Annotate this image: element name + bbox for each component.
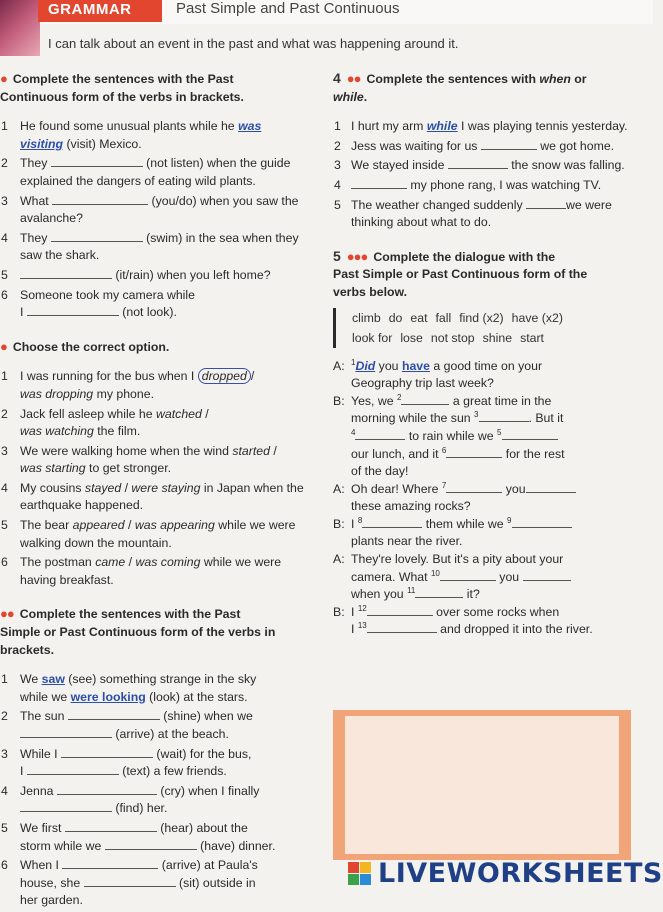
grammar-tag: GRAMMAR: [38, 0, 162, 22]
ex4-item: 1 I hurt my arm while I was playing tennis yesterday.: [334, 119, 628, 134]
ex3-instruction: ●● Complete the sentences with the Past Simple or Past Continuous form of the verbs in brackets.: [0, 606, 276, 657]
ex4-item: 5 The weather changed suddenly we were thinking about what to do.: [334, 197, 612, 230]
liveworksheets-logo: [344, 856, 663, 890]
answer-blank[interactable]: [51, 155, 143, 167]
word-chip: start: [520, 330, 544, 345]
word-box: [333, 308, 633, 348]
decorative-panel: [333, 710, 631, 860]
answer-blank[interactable]: [362, 516, 422, 528]
answer-blank[interactable]: [65, 820, 157, 832]
option[interactable]: watched: [156, 406, 202, 421]
ex2-item: 4 My cousins stayed / were staying in Japan when the earthquake happened.: [1, 480, 304, 513]
ex5-instruction: 5 ●●● Complete the dialogue with the Past Simple or Past Continuous form of the verbs below.: [333, 247, 588, 299]
answer-blank[interactable]: [20, 267, 112, 279]
dialogue-line: B: I $^8$ them while we $^9$ plants near the river.: [333, 516, 633, 551]
ex1-item: 4 They (swim) in the sea when they saw the shark.: [1, 230, 299, 263]
ex1-item: 5 (it/rain) when you left home?: [1, 267, 271, 282]
answer-blank[interactable]: [355, 428, 405, 440]
word-chip: have (x2): [511, 310, 563, 325]
option-selected[interactable]: dropped: [198, 368, 251, 384]
answer-text[interactable]: was: [238, 119, 262, 134]
learning-aim: I can talk about an event in the past and what was happening around it.: [48, 36, 459, 51]
answer-blank[interactable]: [448, 157, 508, 169]
word-chip: fall: [435, 310, 452, 325]
dialogue-line: A: Oh dear! Where $^7$ you these amazing rocks?: [333, 481, 633, 516]
ex1-item: 6 Someone took my camera while I (not look).: [1, 287, 195, 320]
answer-blank[interactable]: [27, 763, 119, 775]
answer-blank[interactable]: [61, 746, 153, 758]
answer-blank[interactable]: [27, 304, 119, 316]
answer-blank[interactable]: [57, 783, 157, 795]
answer-blank[interactable]: [446, 446, 502, 458]
ex3-item: 1 We saw (see) something strange in the sky while we were looking (look) at the stars.: [1, 672, 257, 704]
ex3-item: 4 Jenna (cry) when I finally (find) her.: [1, 783, 260, 816]
difficulty-dot-icon: ●: [0, 71, 7, 86]
answer-blank[interactable]: [367, 604, 433, 616]
word-chip: do: [388, 310, 403, 325]
word-chip: eat: [410, 310, 428, 325]
ex4-item: 2 Jess was waiting for us we got home.: [334, 138, 615, 153]
ex2-item: 3 We were walking home when the wind started / was starting to get stronger.: [1, 443, 277, 476]
dialogue-line: B: I $^{12}$ over some rocks when I $^{13}$ and dropped it into the river.: [333, 603, 593, 637]
answer-blank[interactable]: [446, 481, 502, 493]
ex1-item: 2 They (not listen) when the guide explained the dangers of eating wild plants.: [1, 156, 291, 188]
liveworksheets-logo-icon: [348, 862, 372, 886]
difficulty-dot-icon: ●: [0, 338, 7, 354]
ex1-item: 1 He found some unusual plants while he was visiting (visit) Mexico.: [1, 119, 262, 151]
answer-blank[interactable]: [440, 569, 496, 581]
answer-text[interactable]: visiting: [20, 136, 64, 151]
word-chip: lose: [400, 330, 423, 345]
answer-blank[interactable]: [481, 138, 537, 150]
answer-blank[interactable]: [84, 875, 176, 887]
answer-blank[interactable]: [62, 857, 158, 869]
answer-text[interactable]: have: [401, 358, 430, 373]
answer-text[interactable]: Did: [355, 358, 376, 373]
option[interactable]: stayed: [84, 480, 122, 495]
word-chip: not stop: [430, 330, 475, 345]
ex3-item: 2 The sun (shine) when we (arrive) at the beach.: [1, 709, 253, 741]
answer-blank[interactable]: [526, 481, 576, 493]
ex2-instruction: ● Choose the correct option.: [0, 338, 170, 354]
answer-blank[interactable]: [526, 197, 566, 209]
dialogue-line: B: Yes, we $^2$ a great time in the morning while the sun $^3$ . But it $^4$ to rain while we $^5$ our lunch, and it $^6$ for the rest of the day!: [333, 392, 565, 479]
option[interactable]: was watching: [20, 424, 94, 439]
dialogue-line: A: $^1$Did you have a good time on your Geography trip last week?: [333, 357, 543, 391]
ex4-instruction: 4 ●● Complete the sentences with when or while.: [333, 70, 587, 104]
ex4-item: 4 my phone rang, I was watching TV.: [334, 177, 602, 192]
answer-blank[interactable]: [51, 230, 143, 242]
answer-blank[interactable]: [20, 726, 112, 738]
answer-blank[interactable]: [502, 428, 558, 440]
dialogue-line: A: They're lovely. But it's a pity about your camera. What $^{10}$ you when you $^{11}$ it?: [333, 551, 633, 604]
answer-blank[interactable]: [52, 193, 148, 205]
difficulty-dot-icon: ●●●: [346, 248, 368, 264]
liveworksheets-wordmark: LIVEWORKSHEETS: [378, 858, 663, 889]
answer-blank[interactable]: [68, 708, 160, 720]
answer-text[interactable]: were looking: [70, 689, 146, 704]
answer-blank[interactable]: [351, 177, 407, 189]
option[interactable]: was starting: [20, 461, 86, 476]
answer-blank[interactable]: [415, 586, 463, 598]
answer-text[interactable]: while: [426, 119, 458, 134]
ex1-item: 3 What (you/do) when you saw the avalanche?: [1, 193, 299, 226]
ex2-item: 6 The postman came / was coming while we were having breakfast.: [1, 555, 282, 587]
word-chip: shine: [482, 330, 513, 345]
option[interactable]: was appearing: [134, 518, 215, 533]
right-column: [333, 70, 633, 639]
ex2-item: 5 The bear appeared / was appearing while we were walking down the mountain.: [1, 518, 296, 550]
answer-text[interactable]: saw: [41, 672, 65, 687]
option[interactable]: came: [95, 555, 126, 570]
ex3-item: 5 We first (hear) about the storm while we (have) dinner.: [1, 820, 276, 853]
difficulty-dot-icon: ●●: [0, 606, 14, 622]
difficulty-dot-icon: ●●: [346, 71, 361, 86]
ex2-item: 2 Jack fell asleep while he watched / was watching the film.: [1, 406, 209, 439]
ex3-item: 3 While I (wait) for the bus, I (text) a few friends.: [1, 746, 252, 779]
answer-blank[interactable]: [367, 621, 437, 633]
answer-blank[interactable]: [479, 410, 529, 422]
page-title: Past Simple and Past Continuous: [176, 0, 400, 17]
ex2-item: 1 I was running for the bus when I dropped / was dropping my phone.: [1, 369, 255, 401]
word-chip: climb: [352, 310, 381, 325]
answer-blank[interactable]: [512, 516, 572, 528]
option[interactable]: was dropping: [20, 386, 94, 401]
option[interactable]: was coming: [135, 555, 201, 570]
header-photo: [0, 0, 40, 56]
ex3-item: 6 When I (arrive) at Paula's house, she (sit) outside in her garden.: [1, 858, 258, 908]
left-column: [0, 70, 312, 912]
word-chip: look for: [352, 330, 393, 345]
option[interactable]: started: [232, 443, 270, 458]
option[interactable]: were staying: [131, 480, 201, 495]
ex1-instruction: ● Complete the sentences with the Past Continuous form of the verbs in brackets.: [0, 71, 244, 104]
word-chip: find (x2): [459, 310, 504, 325]
answer-blank[interactable]: [105, 838, 197, 850]
ex4-item: 3 We stayed inside the snow was falling.: [334, 158, 625, 173]
option[interactable]: appeared: [72, 518, 125, 533]
answer-blank[interactable]: [401, 393, 449, 405]
answer-blank[interactable]: [523, 569, 571, 581]
answer-blank[interactable]: [20, 800, 112, 812]
